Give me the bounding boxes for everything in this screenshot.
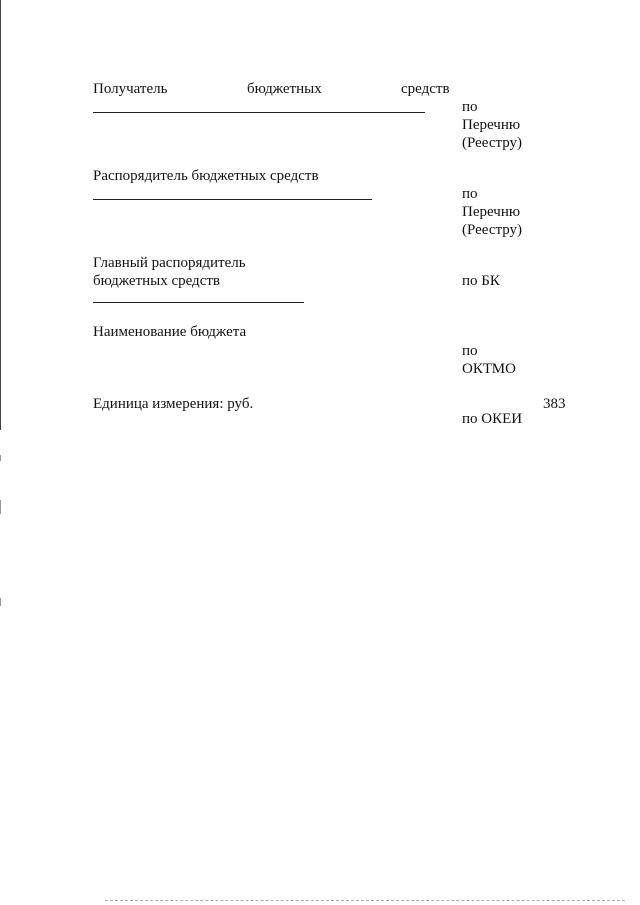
page-edge [0,0,1,430]
scan-bottom-edge [105,900,625,901]
manager-label: Распорядитель бюджетных средств [93,168,319,184]
budget-code-label-2: ОКТМО [462,361,516,377]
recipient-code-label-2: Перечню [462,117,521,133]
unit-label: Единица измерения: руб. [93,396,254,412]
chief-manager-code-label: по БК [462,273,500,289]
recipient-label-word-1: Получатель [93,81,168,97]
budget-code-label-1: по [462,343,478,359]
recipient-label-word-2: бюджетных [247,81,322,97]
okei-code-value: 383 [543,396,566,412]
recipient-label-word-3: средств [401,81,450,97]
chief-manager-label-1: Главный распорядитель [93,255,246,271]
manager-code-label-2: Перечню [462,204,521,220]
manager-fill-line [93,199,372,200]
scan-mark [0,455,1,461]
recipient-code-label-1: по [462,99,478,115]
scan-mark [0,500,1,514]
recipient-code-label-3: (Реестру) [462,135,523,151]
manager-code-label-3: (Реестру) [462,222,523,238]
manager-code-label-1: по [462,186,478,202]
chief-manager-fill-line [93,302,304,303]
budget-name-label: Наименование бюджета [93,324,247,340]
scan-mark [0,598,1,606]
okei-code-label: по ОКЕИ [462,411,523,427]
recipient-fill-line [93,112,425,113]
chief-manager-label-2: бюджетных средств [93,273,220,289]
